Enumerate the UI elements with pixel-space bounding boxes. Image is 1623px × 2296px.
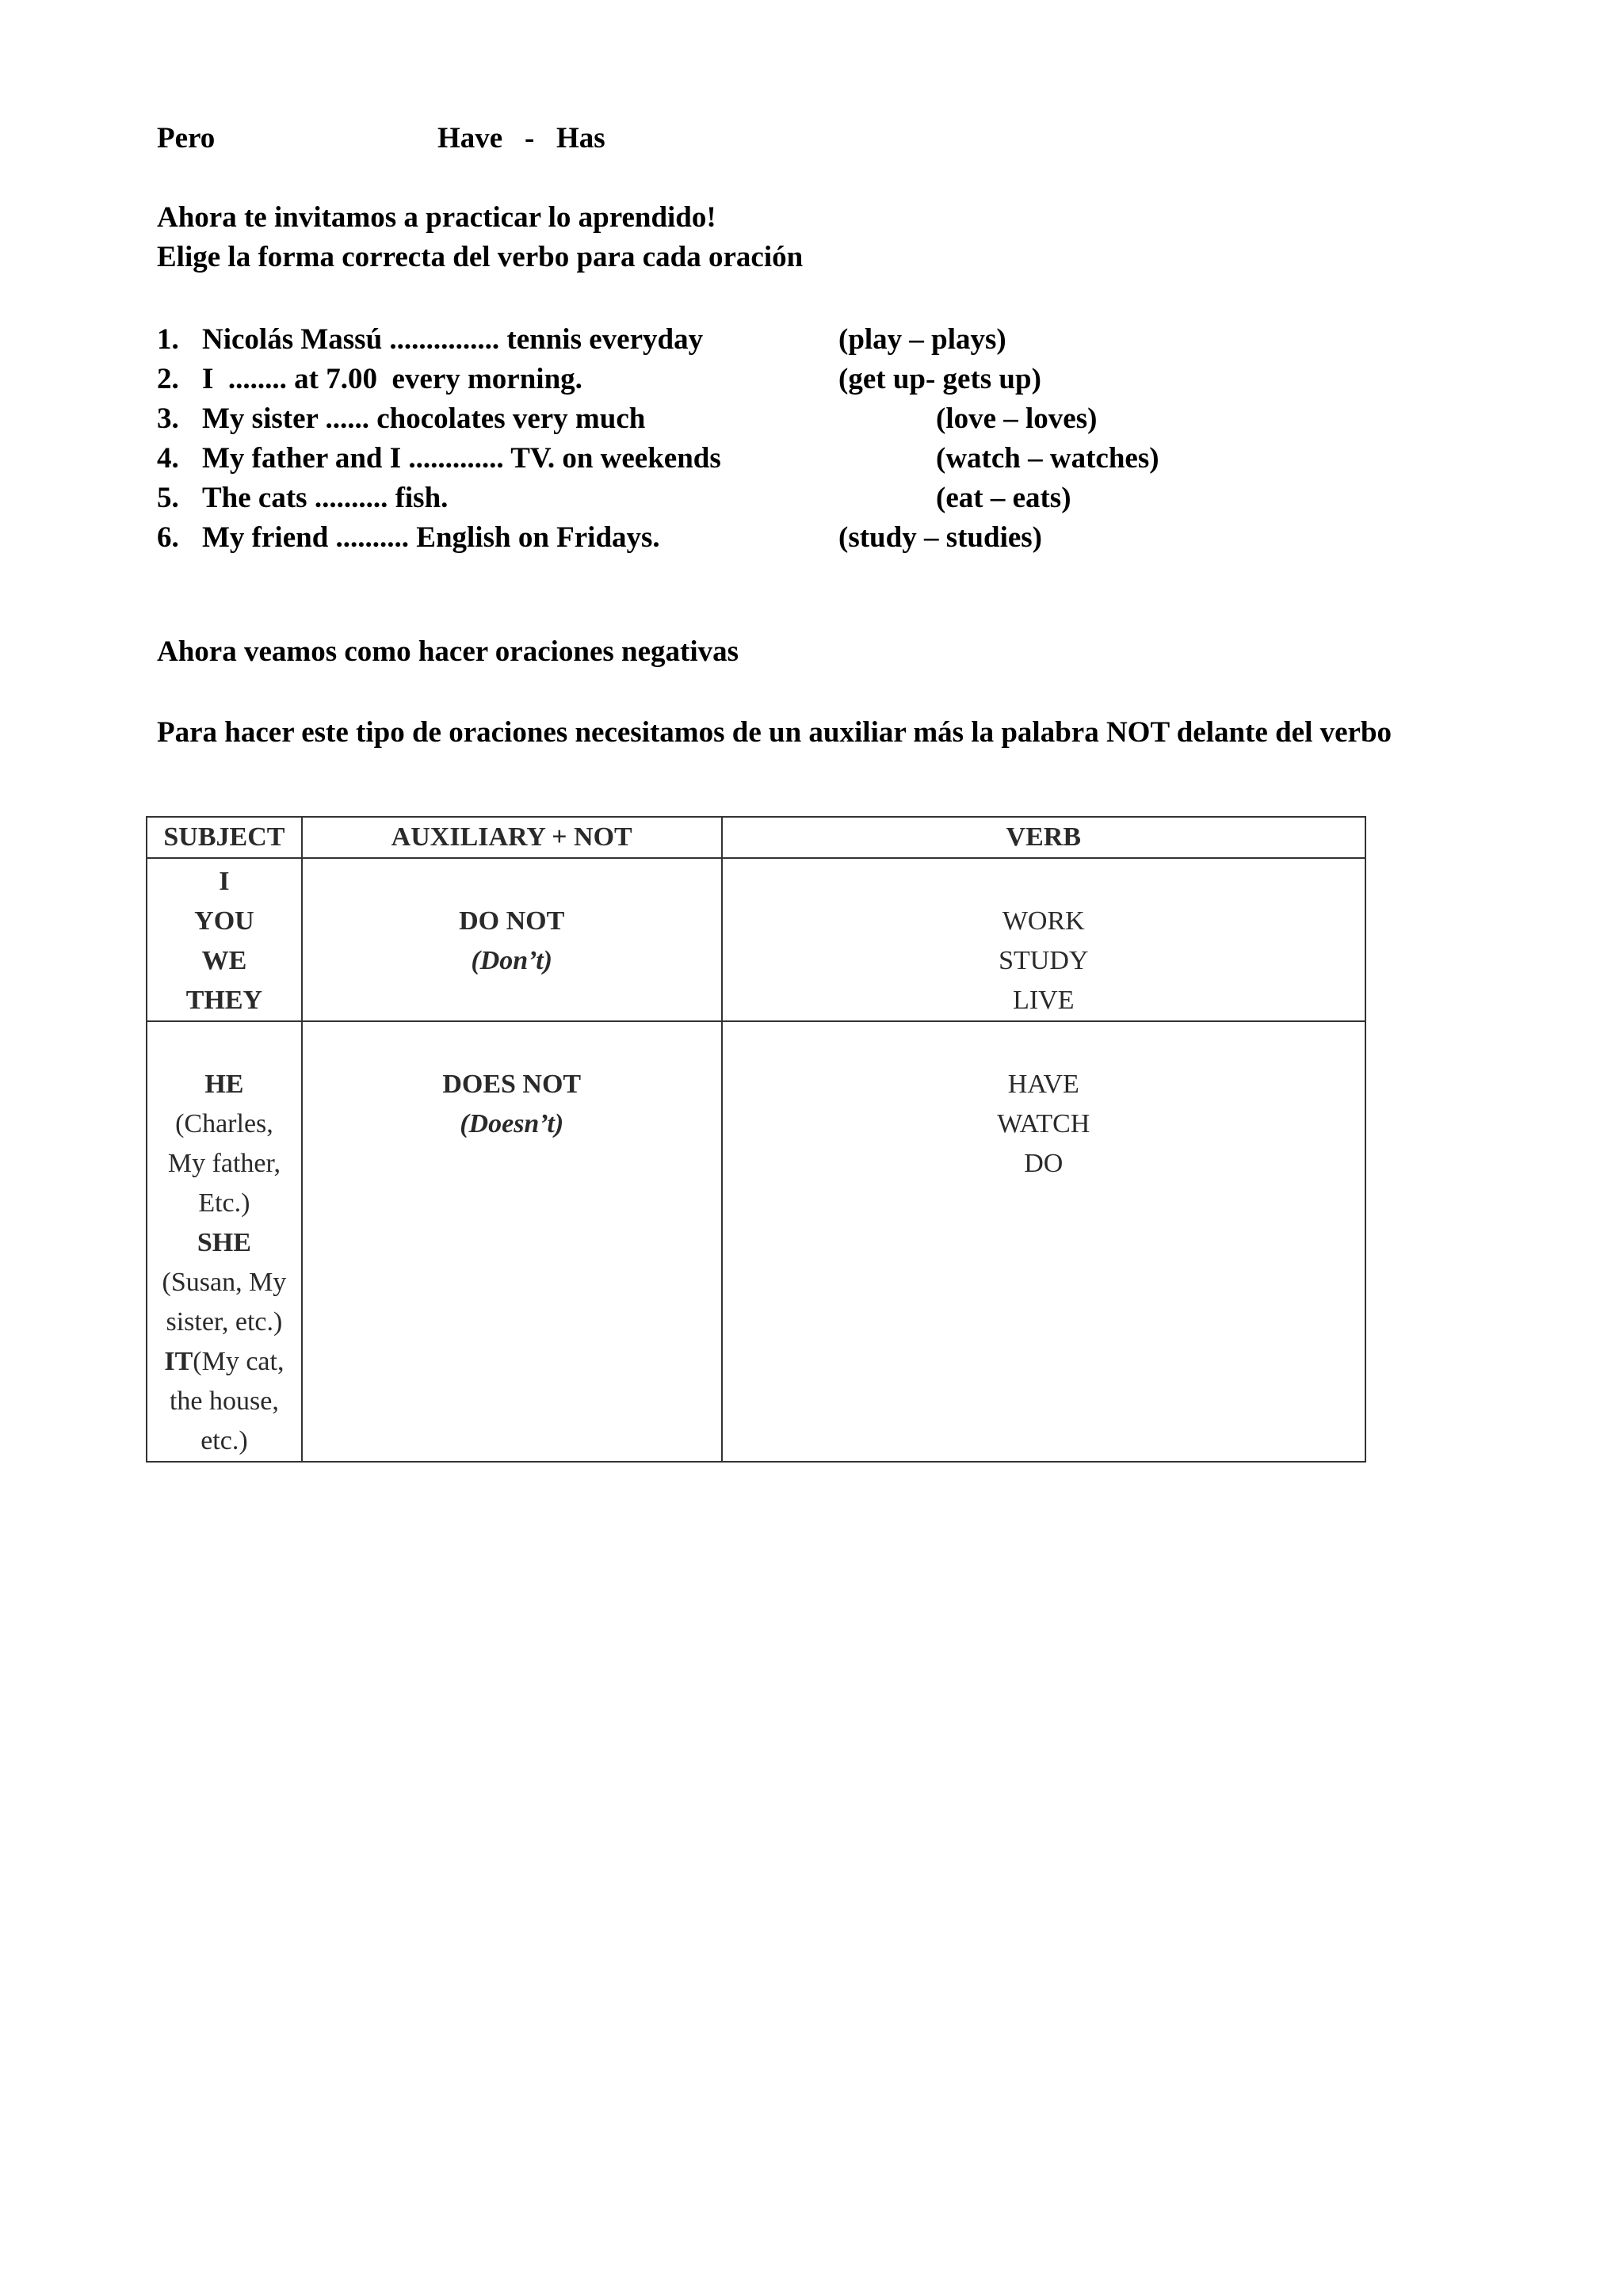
exercise-number: 1. [157,323,179,356]
header-verb: VERB [722,817,1365,858]
subject-pronoun: YOU [194,906,254,936]
exercise-item [157,439,1266,479]
exercise-options: (eat – eats) [936,482,1071,514]
subject-pronoun: HE [204,1070,244,1099]
exercise-number: 2. [157,363,179,395]
exercise-sentence: My friend .......... English on Fridays. [202,521,660,554]
subject-example: (My cat, [193,1347,285,1376]
table-header-row [147,817,1365,858]
grammar-table [146,816,1366,1463]
exercise-options: (watch – watches) [936,442,1159,475]
verb-example: DO [1024,1149,1064,1178]
subject-it-line [147,1342,301,1382]
verb-example: WATCH [997,1109,1090,1138]
subject-example: etc.) [200,1426,248,1455]
exercise-item [157,479,1266,518]
auxiliary-cell [302,858,722,1021]
subject-example: (Susan, My [162,1268,287,1297]
exercise-list [157,320,1266,558]
subject-pronoun: IT [164,1347,193,1376]
subject-cell [147,858,302,1021]
verb-example: STUDY [999,946,1089,975]
exercise-sentence: Nicolás Massú ............... tennis everyday [202,323,704,356]
auxiliary-full: DO NOT [459,906,565,936]
subject-pronoun: THEY [185,986,263,1015]
practice-intro: Ahora te invitamos a practicar lo aprendido! [157,201,716,234]
subject-example: (Charles, [175,1109,273,1138]
table-row [147,858,1365,1021]
auxiliary-cell [302,1021,722,1462]
subject-example: Etc.) [198,1188,250,1218]
exercise-sentence: My sister ...... chocolates very much [202,402,646,435]
exercise-sentence: My father and I ............. TV. on weekends [202,442,721,475]
exercise-item [157,399,1266,439]
verb-example: HAVE [1007,1070,1079,1099]
subject-pronoun: I [219,867,230,896]
negatives-title: Ahora veamos como hacer oraciones negativas [157,635,739,668]
exercise-number: 4. [157,442,179,475]
exercise-number: 5. [157,482,179,514]
exercise-options: (play – plays) [838,323,1006,356]
exercise-item [157,360,1266,399]
have-has-heading: Have - Has [437,122,605,154]
verb-cell [722,1021,1365,1462]
verb-cell [722,858,1365,1021]
verb-example: WORK [1002,906,1085,936]
verb-example: LIVE [1013,986,1075,1015]
table-row [147,1021,1365,1462]
auxiliary-contraction: (Doesn’t) [460,1109,564,1138]
exercise-options: (get up- gets up) [838,363,1041,395]
auxiliary-contraction: (Don’t) [471,946,553,975]
exercise-number: 3. [157,402,179,435]
exercise-item [157,518,1266,558]
subject-example: My father, [167,1149,281,1178]
exercise-sentence: The cats .......... fish. [202,482,449,514]
pero-label: Pero [157,122,216,154]
exercise-number: 6. [157,521,179,554]
subject-example: sister, etc.) [166,1307,283,1337]
exercise-options: (love – loves) [936,402,1098,435]
exercise-item [157,320,1266,360]
subject-cell [147,1021,302,1462]
exercise-sentence: I ........ at 7.00 every morning. [202,363,582,395]
auxiliary-full: DOES NOT [442,1070,582,1099]
practice-instruction: Elige la forma correcta del verbo para cada oración [157,241,804,273]
subject-example: the house, [169,1386,279,1416]
header-auxiliary: AUXILIARY + NOT [302,817,722,858]
header-subject: SUBJECT [147,817,302,858]
exercise-options: (study – studies) [838,521,1042,554]
negatives-paragraph: Para hacer este tipo de oraciones necesitamos de un auxiliar más la palabra NOT delante del verbo [157,716,1392,749]
subject-pronoun: SHE [197,1228,251,1257]
subject-pronoun: WE [201,946,247,975]
